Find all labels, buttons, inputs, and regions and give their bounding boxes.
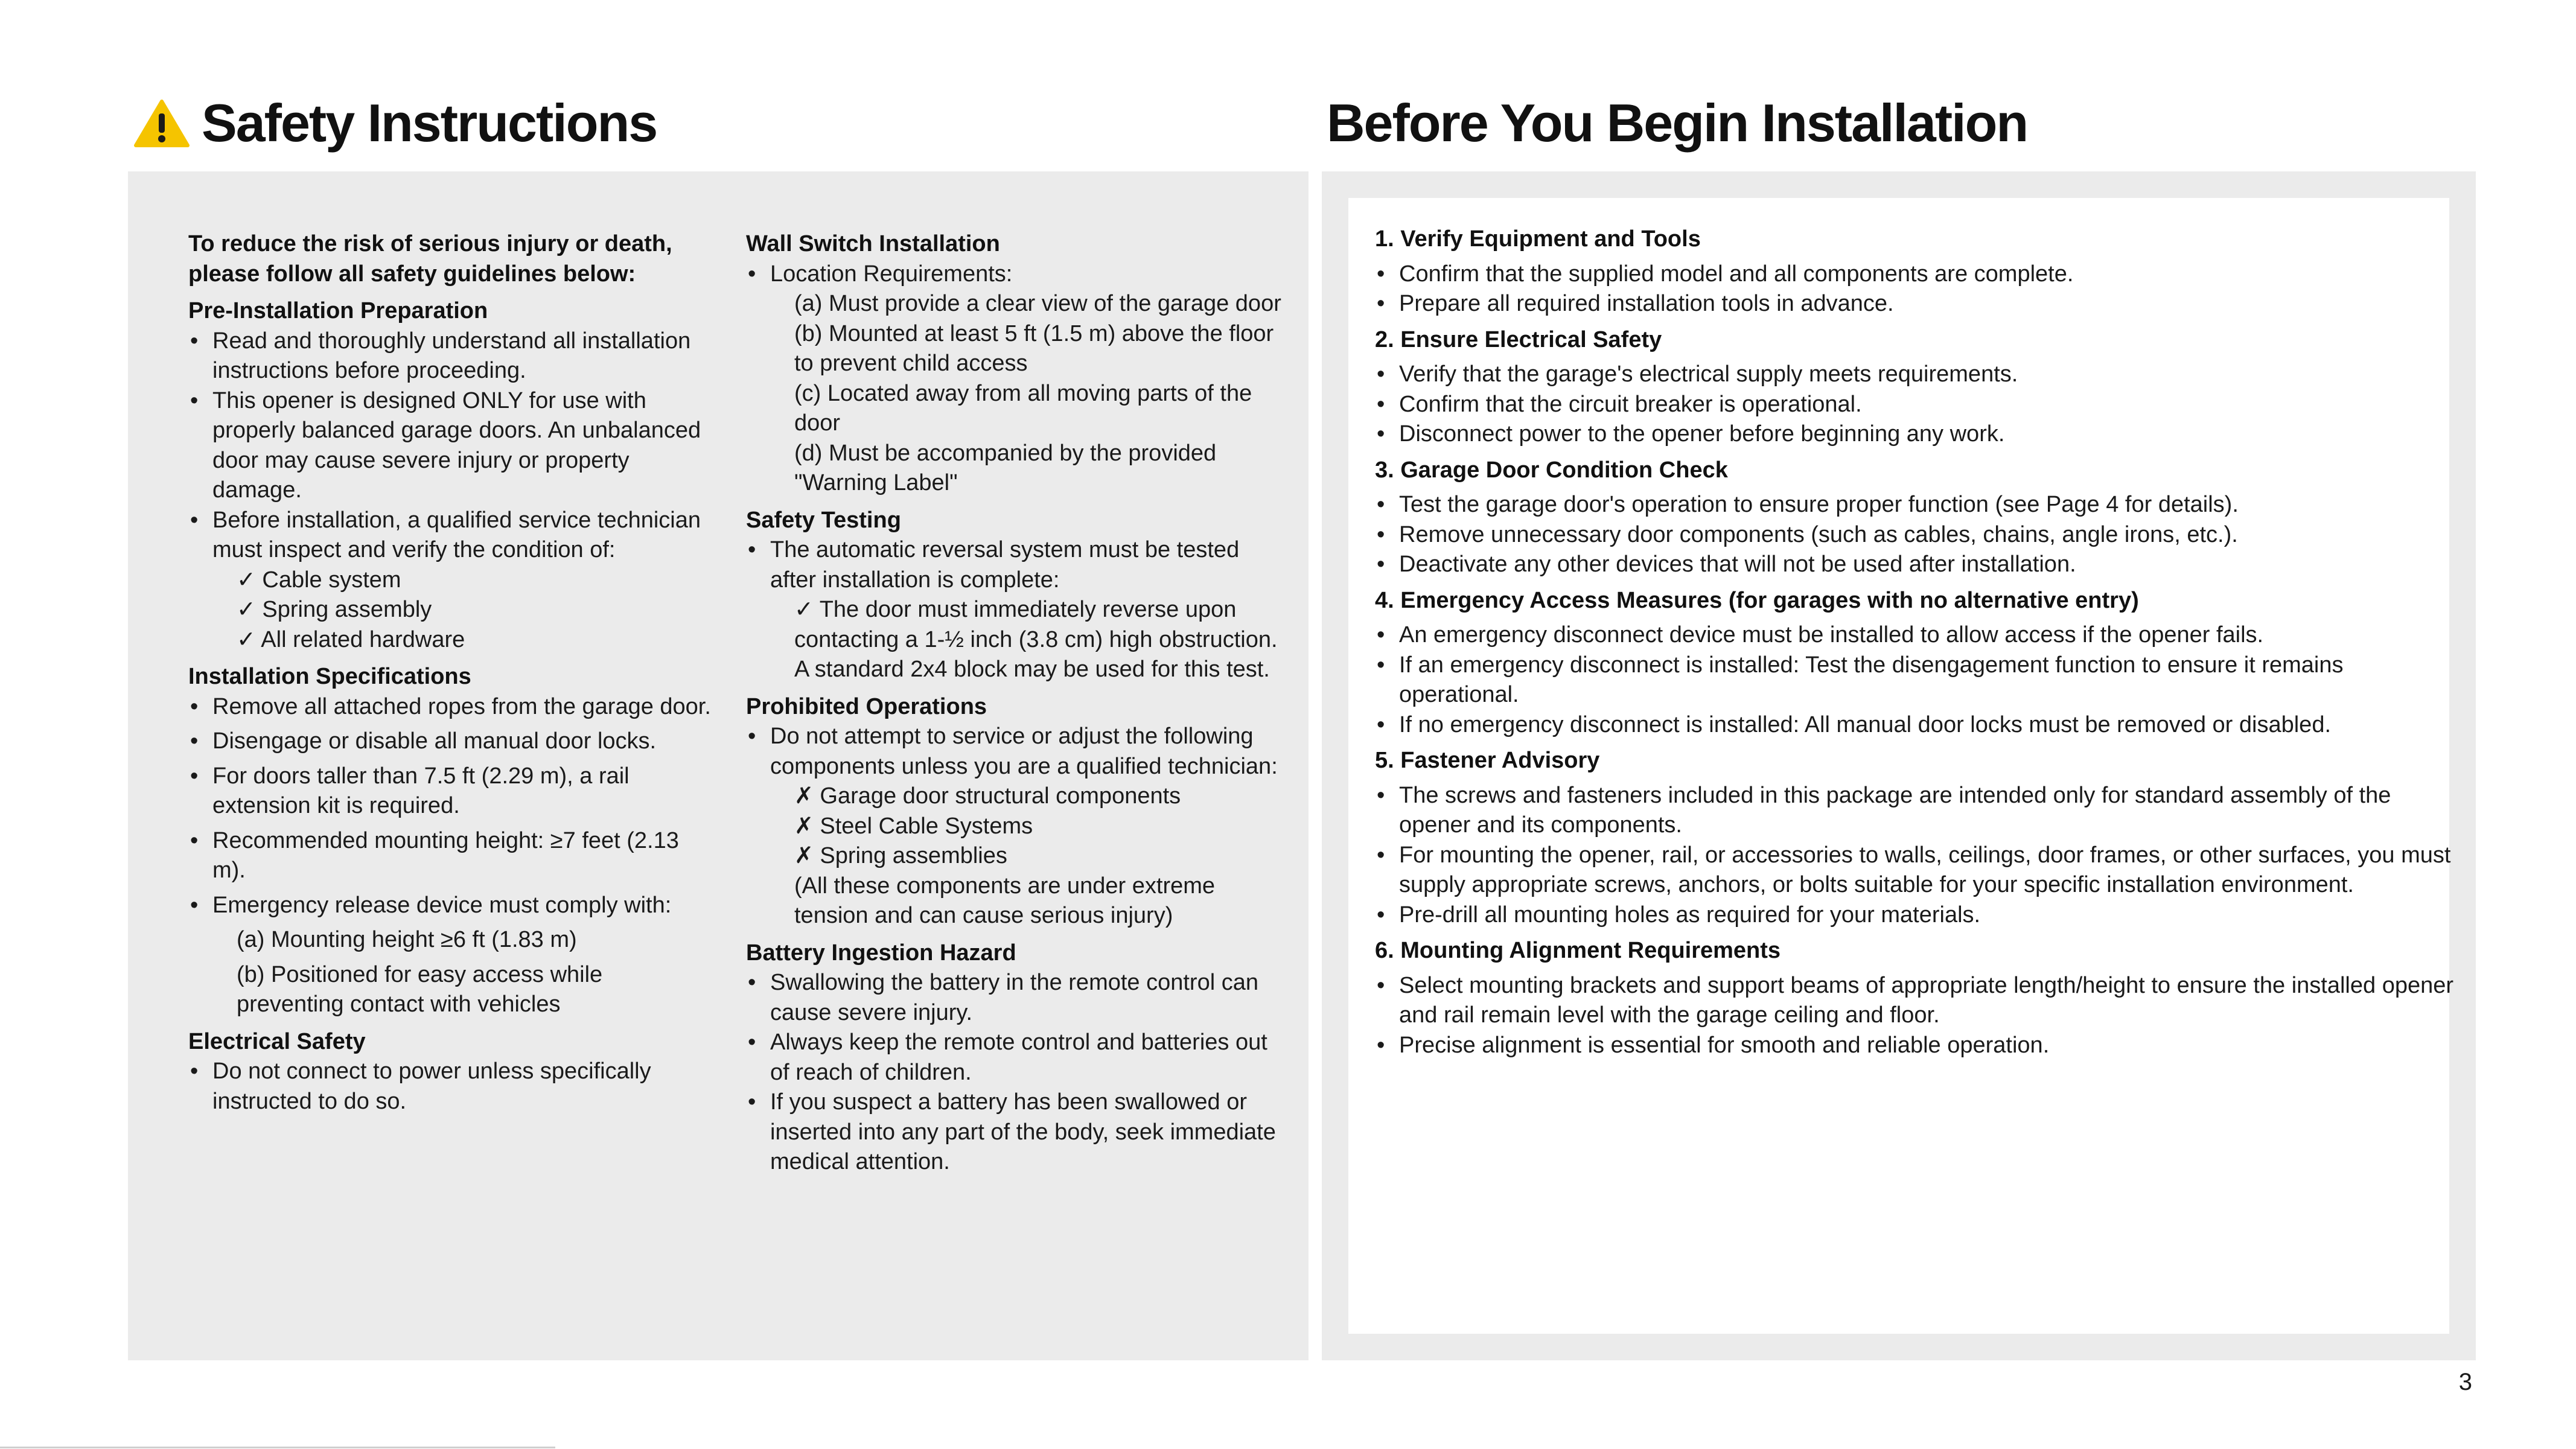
list-item: • The screws and fasteners included in this package are intended only for standard assembly of the opener and its components. [1375, 781, 2455, 841]
safety-title [134, 89, 657, 157]
list-item: • Emergency release device must comply with: [188, 891, 713, 921]
sub-item: (c) Located away from all moving parts of the door [794, 380, 1252, 436]
list-item: • Do not attempt to service or adjust the following components unless you are a qualified technician: [746, 722, 1289, 782]
section-heading: 6. Mounting Alignment Requirements [1375, 938, 1781, 963]
check-item: ✓ Cable system [237, 567, 401, 593]
section-heading: 1. Verify Equipment and Tools [1375, 226, 1701, 252]
cross-item: ✗ Spring assemblies [794, 843, 1007, 868]
list-item: • Do not connect to power unless specifically instructed to do so. [188, 1057, 713, 1116]
safety-column-1 [188, 229, 713, 1116]
list-item: • Prepare all required installation tools in advance. [1375, 289, 2455, 319]
list-item: • If you suspect a battery has been swallowed or inserted into any part of the body, seek immediate medical attention. [746, 1088, 1289, 1177]
list-item: • Location Requirements: [746, 260, 1289, 290]
check-item: ✓ All related hardware [237, 626, 465, 652]
list-item: • Confirm that the supplied model and all components are complete. [1375, 260, 2455, 290]
before-install-list [1375, 225, 2455, 1060]
list-item: • Read and thoroughly understand all installation instructions before proceeding. [188, 326, 713, 386]
section-heading: 3. Garage Door Condition Check [1375, 457, 1728, 483]
list-item: • For doors taller than 7.5 ft (2.29 m), a rail extension kit is required. [188, 762, 713, 821]
safety-testing-heading: Safety Testing [746, 507, 901, 533]
wall-switch-heading: Wall Switch Installation [746, 231, 1000, 256]
warning-triangle-icon [134, 99, 190, 147]
list-item: • Select mounting brackets and support beams of appropriate length/height to ensure the installed opener and rail remain level with the garage ceiling and floor. [1375, 971, 2455, 1031]
check-item: ✓ The door must immediately reverse upon contacting a 1-½ inch (3.8 cm) high obstruction. A standard 2x4 block may be used for this test. [794, 597, 1278, 682]
electrical-safety-heading: Electrical Safety [188, 1028, 366, 1054]
list-item: • Recommended mounting height: ≥7 feet (2.13 m). [188, 826, 713, 886]
list-item: • Remove unnecessary door components (such as cables, chains, angle irons, etc.). [1375, 520, 2455, 550]
safety-panel [128, 171, 1309, 1360]
installation-spec-heading: Installation Specifications [188, 664, 471, 689]
list-item: • Remove all attached ropes from the garage door. [188, 692, 713, 722]
list-item: • This opener is designed ONLY for use with properly balanced garage doors. An unbalanced door may cause severe injury or property damage. [188, 386, 713, 506]
safety-title-text: Safety Instructions [202, 93, 657, 153]
prohibited-operations-heading: Prohibited Operations [746, 693, 987, 719]
list-item: • Disengage or disable all manual door locks. [188, 727, 713, 757]
list-item: • Precise alignment is essential for smooth and reliable operation. [1375, 1031, 2455, 1061]
section-heading: 4. Emergency Access Measures (for garages with no alternative entry) [1375, 587, 2139, 613]
list-item: • Always keep the remote control and batteries out of reach of children. [746, 1028, 1289, 1088]
footer-divider [0, 1447, 555, 1448]
list-item: • For mounting the opener, rail, or accessories to walls, ceilings, door frames, or other surfaces, you must supply appropriate screws, anchors, or bolts suitable for your specific installation environment. [1375, 841, 2455, 900]
before-install-panel [1322, 171, 2476, 1360]
cross-item: ✗ Steel Cable Systems [794, 813, 1033, 839]
list-item: • Deactivate any other devices that will not be used after installation. [1375, 550, 2455, 580]
list-item: • The automatic reversal system must be tested after installation is complete: [746, 535, 1289, 595]
list-item: • Confirm that the circuit breaker is operational. [1375, 390, 2455, 420]
check-item: ✓ Spring assembly [237, 597, 432, 622]
list-item: • Verify that the garage's electrical supply meets requirements. [1375, 360, 2455, 390]
cross-item: ✗ Garage door structural components [794, 783, 1181, 809]
pre-installation-heading: Pre-Installation Preparation [188, 298, 488, 323]
sub-item: (b) Mounted at least 5 ft (1.5 m) above the floor to prevent child access [794, 320, 1274, 376]
list-item: • If an emergency disconnect is installed: Test the disengagement function to ensure it remains operational. [1375, 651, 2455, 710]
sub-item: (b) Positioned for easy access while preventing contact with vehicles [237, 961, 603, 1017]
tension-note: (All these components are under extreme tension and can cause serious injury) [794, 873, 1216, 928]
sub-item: (a) Mounting height ≥6 ft (1.83 m) [237, 927, 577, 952]
section-heading: 5. Fastener Advisory [1375, 748, 1600, 773]
list-item: • Pre-drill all mounting holes as required for your materials. [1375, 900, 2455, 931]
list-item: • Disconnect power to the opener before beginning any work. [1375, 419, 2455, 450]
intro-text: To reduce the risk of serious injury or death, please follow all safety guidelines below: [188, 231, 672, 287]
sub-item: (d) Must be accompanied by the provided "Warning Label" [794, 440, 1217, 495]
page-number: 3 [2458, 1369, 2472, 1395]
list-item: • Test the garage door's operation to ensure proper function (see Page 4 for details). [1375, 490, 2455, 520]
list-item: • An emergency disconnect device must be installed to allow access if the opener fails. [1375, 620, 2455, 651]
battery-hazard-heading: Battery Ingestion Hazard [746, 940, 1016, 966]
before-install-title: Before You Begin Installation [1327, 93, 2028, 153]
list-item: • Swallowing the battery in the remote control can cause severe injury. [746, 968, 1289, 1028]
safety-column-2 [746, 229, 1289, 1177]
before-install-card [1348, 198, 2454, 1334]
list-item: • Before installation, a qualified service technician must inspect and verify the condition of: [188, 506, 713, 565]
sub-item: (a) Must provide a clear view of the garage door [794, 291, 1281, 316]
list-item: • If no emergency disconnect is installed: All manual door locks must be removed or disabled. [1375, 710, 2455, 740]
section-heading: 2. Ensure Electrical Safety [1375, 326, 1662, 352]
